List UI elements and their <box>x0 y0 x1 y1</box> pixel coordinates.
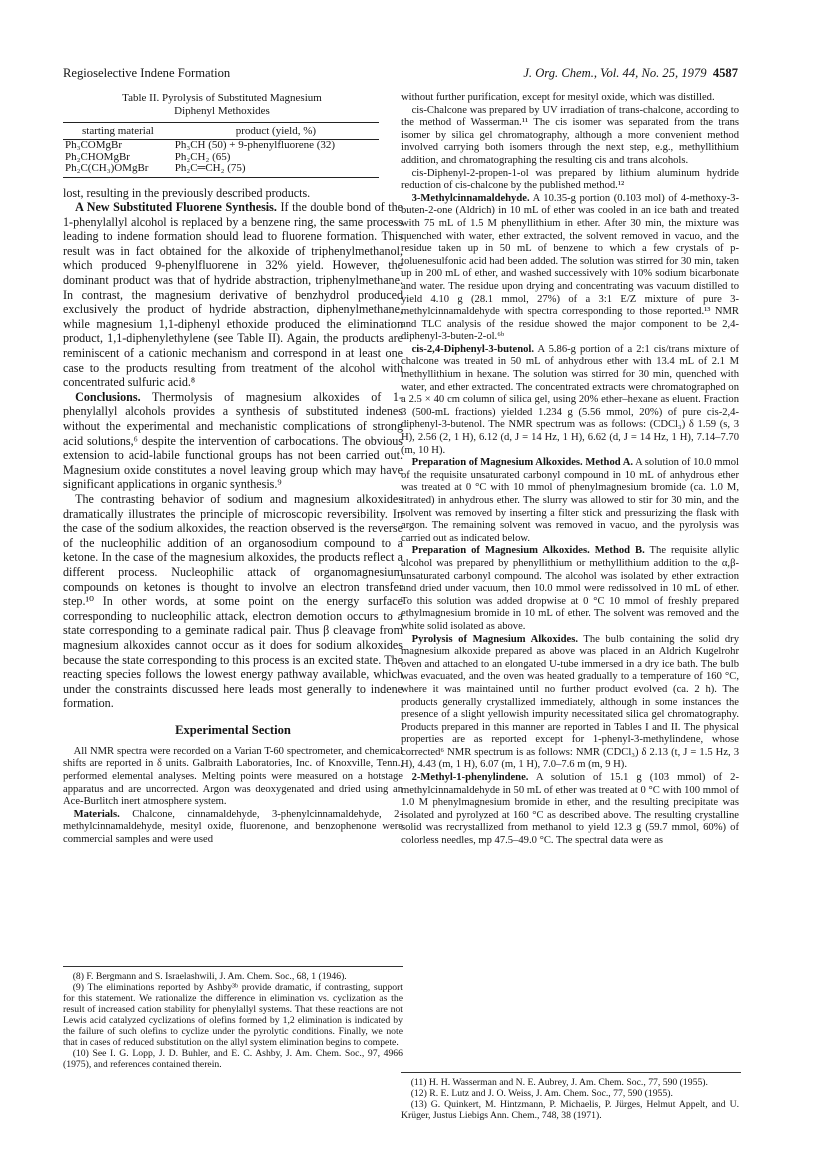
section-title-experimental: Experimental Section <box>175 722 291 737</box>
footnote: (12) R. E. Lutz and J. O. Weiss, J. Am. Chem. Soc., 77, 590 (1955). <box>410 1088 673 1099</box>
footnote: (8) F. Bergmann and S. Israelashwili, J. Am. Chem. Soc., 68, 1 (1946). <box>72 971 347 982</box>
table-cell: Ph₂CH₂ (65) <box>174 150 231 163</box>
run-in-heading: cis-2,4-Diphenyl-3-butenol. <box>411 343 535 355</box>
paragraph-text: A 5.86-g portion of a 2:1 cis/trans mixture of chalcone was treated in 50 mL of anhydrous ether with 13.4 mL of 2.1 M methyllithium in hexane. The solution was stirred for 30 min, quenched with water, and ether extracted. The concentrated extracts were chromatographed on a 2.5 × 40 cm column of silica gel, using 20% ether–hexane as eluent. Fraction 3 (500-mL fractions) yielded 1.234 g (5.56 mmol, 20%) of pure cis-2,4-diphenyl-3-butenol. The NMR spectrum was as follows: (CDCl₃) δ 1.59 (s, 3 H), 2.56 (2, 1 H), 6.12 (d, J = 14 Hz, 1 H), 6.62 (d, J = 14 Hz, 1 H), 7.14–7.70 (m, 10 H). <box>401 343 739 456</box>
paragraph-continuation: lost, resulting in the previously described products. <box>63 185 311 200</box>
table-cell: Ph₃COMgBr <box>65 139 123 151</box>
paragraph-propenol: cis-Diphenyl-2-propen-1-ol was prepared by lithium aluminum hydride reduction of cis-chalcone by the published method.¹² <box>401 167 739 192</box>
page-number: 4587 <box>712 66 738 80</box>
run-in-heading: Preparation of Magnesium Alkoxides. Method A. <box>411 457 634 469</box>
paragraph-instruments: All NMR spectra were recorded on a Varian T-60 spectrometer, and chemical shifts are reported in δ units. Galbraith Laboratories, Inc. of Knoxville, Tenn., performed elemental analyses. Melting points were measured on a hotstage apparatus and are uncorrected. Argon was deoxygenated and dried using an Ace-Burlitch inert atmosphere system. <box>63 745 403 808</box>
paragraph-method-a <box>401 457 739 545</box>
footnote-rule <box>401 1072 741 1073</box>
footnote: (13) G. Quinkert, M. Hintzmann, P. Michaelis, P. Jürges, Helmut Appelt, and U. Krüger, Justus Liebigs Ann. Chem., 748, 38 (1971). <box>401 1099 739 1121</box>
table-cell: Ph₃CH (50) + 9-phenylfluorene (32) <box>174 139 336 151</box>
table-caption-line2: Diphenyl Methoxides <box>174 105 270 117</box>
run-in-heading: Preparation of Magnesium Alkoxides. Method B. <box>411 545 645 557</box>
run-in-heading: Materials. <box>73 808 120 820</box>
paragraph-text: A solution of 15.1 g (103 mmol) of 2-methylcinnamaldehyde in 50 mL of ether was treated at 0 °C with 100 mmol of 1.0 M phenylmagnesium bromide in ether, and the resulting precipitate was isolated and pyrolyzed at 160 °C as described above. The resulting crystalline solid was recrystallized from methanol to yield 12.3 g (59.7 mmol, 60%) of colorless needles, mp 47.5–49.0 °C. The spectral data were as <box>401 772 739 847</box>
table-row <box>63 163 379 177</box>
paragraph-continuation: without further purification, except for mesityl oxide, which was distilled. <box>401 92 715 103</box>
paragraph-conclusions <box>63 390 403 492</box>
run-in-heading: A New Substituted Fluorene Synthesis. <box>75 200 277 215</box>
table-caption <box>63 92 403 118</box>
run-in-heading: 3-Methylcinnamaldehyde. <box>411 192 530 204</box>
table-ii <box>63 122 379 178</box>
run-in-heading: 2-Methyl-1-phenylindene. <box>411 772 529 784</box>
paragraph-text: The requisite allylic alcohol was prepared by phenyllithium or methyllithium addition to the α,β-unsaturated carbonyl compound. The alcohol was isolated by ether extraction and dried under vacuum, then 10.0 mmol were redissolved in 10 mL of ether. To this solution was added dropwise at 0 °C 10 mmol of freshly prepared ethylmagnesium bromide in 10 mL of ether. The solvent was removed and the white solid isolated as above. <box>401 545 739 632</box>
paragraph-contrasting-behavior: The contrasting behavior of sodium and magnesium alkoxides dramatically illustrates the principle of microscopic reversibility. In the case of the sodium alkoxides, the reaction observed is the reverse of the nucleophilic addition of an organosodium compound to a ketone. In the case of the magnesium alkoxides, the products reflect a different process. Nucleophilic attack of organomagnesium compounds on ketones is thought to involve an electron transfer step.¹⁰ In other words, at some point on the energy surface corresponding to nucleophilic attack, electron demotion occurs to a state corresponding to a geminate radical pair. Thus β cleavage from magnesium alkoxides cannot occur as it does for sodium alkoxides because the state corresponding to this process is an excited state. The reacting species follows the lowest energy pathway available, which under the constraints discussed here leads most generally to indene formation. <box>63 491 403 711</box>
left-column <box>63 92 403 847</box>
paragraph-text: A solution of 10.0 mmol of the requisite unsaturated carbonyl compound in 10 mL of anhydrous ether was treated at 0 °C with 10 mmol of phenylmagnesium bromide (ca. 1.0 M, titrated) in anhydrous ether. The slurry was allowed to stir for 30 min, and the solvent was removed by inserting a filter stick and pressurizing the flask with argon. The remaining solvent was removed in vacuo, and the pyrolysis was carried out as indicated below. <box>401 457 739 544</box>
paragraph-text: A 10.35-g portion (0.103 mol) of 4-methoxy-3-buten-2-one (Aldrich) in 10 mL of ether was cooled in an ice bath and treated with 75 mL of 1.5 M phenyllithium in ether. After 30 min, the mixture was quenched with water, ether extracted, the solvent removed in vacuo, and the residue taken up in 50 mL of benzene to which a few crystals of p-toluenesulfonic acid had been added. The solution was stirred for 30 min, taken up in 200 mL of ether, and washed successively with 10% sodium bicarbonate and water. The residue upon drying and concentrating was vacuum distilled to yield 4.10 g (28.1 mmol, 27%) of a 3:1 E/Z mixture of pure 3-methylcinnamaldehyde with spectra corresponding to those reported.¹³ NMR and TLC analysis of the residue showed the major component to be 2,4-diphenyl-3-buten-2-ol.⁶ᵇ <box>401 192 739 343</box>
footnote: (10) See I. G. Lopp, J. D. Buhler, and E. C. Ashby, J. Am. Chem. Soc., 97, 4966 (1975), and references contained therein. <box>63 1048 403 1070</box>
paragraph-fluorene-synthesis <box>63 200 403 390</box>
paragraph-methylphenylindene <box>401 772 739 848</box>
paragraph-methylcinnamaldehyde <box>401 193 739 344</box>
paragraph-text: Chalcone, cinnamaldehyde, 3-phenylcinnamaldehyde, 2-methylcinnamaldehyde, mesityl oxide, fluorenone, and benzophenone were commercial samples and were used <box>63 808 403 846</box>
run-in-heading: Conclusions. <box>75 389 141 404</box>
journal-citation: J. Org. Chem., Vol. 44, No. 25, 1979 <box>523 66 707 80</box>
running-header-title: Regioselective Indene Formation <box>63 66 231 80</box>
paragraph-materials <box>63 809 403 847</box>
table-row <box>63 140 379 152</box>
footnotes-left <box>63 966 403 1070</box>
run-in-heading: Pyrolysis of Magnesium Alkoxides. <box>411 633 578 645</box>
paragraph-text: The bulb containing the solid dry magnesium alkoxide prepared as above was placed in an Aldrich Kugelrohr oven and attached to an elongated U-tube immersed in a dry ice bath. The bulb was evacuated, and the oven was heated gradually to a temperature of 160 °C, where it was maintained until no further product evolved (ca. 2 h). The products generally crystallized immediately, although in some instances the presence of a slight yellowish impurity necessitated silica gel chromatography. Products prepared in this manner are reported in Tables I and II. The physical properties are as reported except for 1-phenyl-3-methylindene, whose corrected⁶ NMR spectrum is as follows: NMR (CDCl₃) δ 2.13 (t, J = 1.5 Hz, 3 H), 4.43 (m, 1 H), 6.07 (m, 1 H), 7.0–7.6 m (m, 9 H). <box>401 633 740 771</box>
footnotes-right <box>401 1072 739 1121</box>
table-header-product-yield: product (yield, %) <box>173 123 379 140</box>
table-caption-line1: Table II. Pyrolysis of Substituted Magnesium <box>122 92 322 104</box>
paragraph-pyrolysis <box>401 634 739 773</box>
paragraph-text: If the double bond of the 1-phenylallyl alcohol is replaced by a benzene ring, the same process leading to indene formation should lead to fluorene formation. This result was in fact obtained for the alkoxide of triphenylmethanol, which produced 9-phenylfluorene in 32% yield. However, the dominant product was that of hydride abstraction, triphenylmethane. In contrast, the magnesium derivative of benzhydrol produced exclusively the product of hydride abstraction, diphenylmethane, while magnesium 1,1-diphenyl ethoxide produced the elimination product, 1,1-diphenylethylene (see Table II). Again, the products are reminiscent of a cationic mechanism and correspond in at least one case to the products resulting from treatment of the alcohol with concentrated sulfuric acid.⁸ <box>63 200 403 390</box>
footnote: (11) H. H. Wasserman and N. E. Aubrey, J. Am. Chem. Soc., 77, 590 (1955). <box>410 1077 708 1088</box>
paragraph-method-b <box>401 545 739 633</box>
paragraph-diphenylbutenol <box>401 344 739 457</box>
table-header-starting-material: starting material <box>63 123 173 140</box>
paragraph-cis-chalcone: cis-Chalcone was prepared by UV irradiation of trans-chalcone, according to the method of Wasserman.¹¹ The cis isomer was separated from the trans isomer by silica gel chromatography, although a more convenient method involved carrying both isomers through the next step, e.g., methyllithium addition, and chromatographing the resulting cis and trans alcohols. <box>401 104 739 166</box>
footnote: (9) The eliminations reported by Ashby³ᵇ provide dramatic, if contrasting, support for this statement. We rationalize the difference in elimination vs. cyclization as the result of increased cation stability for phenylallyl systems. That these reactions are not Lewis acid catalyzed cyclizations of olefins formed by 1,2 elimination is indicated by the failure of such olefins to cyclize under the pyrolytic conditions. Finally, we note that in cases of reduced substitution on the allyl system elimination begins to compete. <box>63 982 403 1048</box>
right-column <box>401 92 739 848</box>
paragraph-text: Thermolysis of magnesium alkoxides of 1-phenylallyl alcohols provides a synthesis of substituted indenes without the experimental and mechanistic complications of strong acid solutions,⁶ despite the intervention of carbocations. The obvious extension to acid-labile functional groups has not been carried out. Magnesium oxide constitutes a novel leaving group which may have significant applications in organic synthesis.⁹ <box>63 389 403 492</box>
table-cell: Ph₂C(CH₃)OMgBr <box>63 163 173 177</box>
footnote-rule <box>63 966 403 967</box>
running-header-journal <box>523 66 738 81</box>
table-cell: Ph₂CHOMgBr <box>65 150 130 163</box>
table-cell: Ph₂C═CH₂ (75) <box>173 163 379 177</box>
